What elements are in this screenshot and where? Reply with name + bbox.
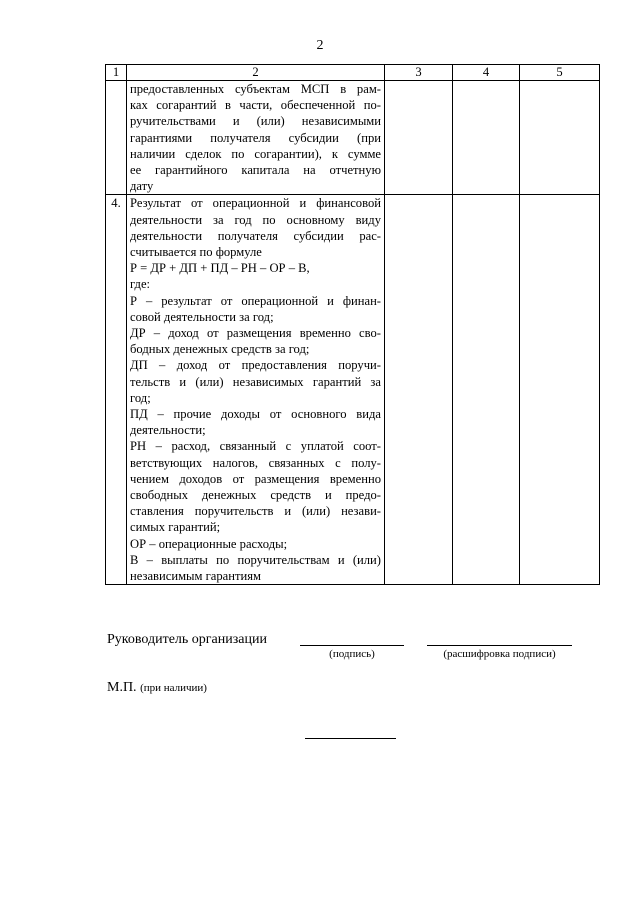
header-cell-2: 2: [127, 65, 385, 81]
text-line: ках согарантий в части, обеспеченной по-: [130, 98, 381, 113]
text-line: деятельности получателя субсидии рас-: [130, 228, 381, 243]
signature-label: Руководитель организации: [107, 632, 267, 647]
signature-line: [300, 645, 404, 646]
text-line: наличии сделок по согарантии), к сумме: [130, 146, 381, 161]
continued-row-text: [127, 81, 385, 195]
table-row-continued: [106, 81, 600, 195]
signature-decode-line: [427, 645, 572, 646]
row-value-cell-3: [385, 81, 453, 195]
indicator-table: [105, 64, 600, 585]
row-value-cell-5: [520, 81, 600, 195]
text-line: ставления поручительств и (или) незави-: [130, 504, 381, 519]
text-line: предоставленных субъектам МСП в рам-: [130, 82, 381, 96]
signature-decode-caption: (расшифровка подписи): [443, 648, 556, 660]
row-value-cell-3: [385, 195, 453, 585]
text-line: В – выплаты по поручительствам и (или): [130, 552, 381, 567]
text-line: Р – результат от операционной и финан-: [130, 293, 381, 308]
text-line: ДП – доход от предоставления поручи-: [130, 358, 381, 373]
signature-caption: (подпись): [329, 648, 375, 660]
header-cell-5: 5: [520, 65, 600, 81]
text-line: год;: [130, 390, 151, 405]
text-line: деятельности за год по основному виду: [130, 212, 381, 227]
text-line: симых гарантий;: [130, 520, 221, 535]
stamp-mark: [107, 680, 207, 696]
row-value-cell-5: [520, 195, 600, 585]
text-line: ее гарантийного капитала на отчетную: [130, 163, 381, 178]
text-line: независимым гарантиям: [130, 569, 261, 584]
text-line: ручительствами и (или) независимыми: [130, 114, 381, 129]
text-line: тельств и (или) независимых гарантий за: [130, 374, 381, 389]
text-line: ОР – операционные расходы;: [130, 536, 288, 551]
text-line: ПД – прочие доходы от основного вида: [130, 407, 381, 422]
text-line: гарантиями получателя субсидии (при: [130, 130, 381, 145]
stamp-label: М.П.: [107, 680, 137, 695]
text-line: считывается по формуле: [130, 245, 262, 260]
row-value-cell-4: [453, 195, 520, 585]
row-number: 4.: [106, 195, 127, 585]
stamp-note: (при наличии): [140, 682, 207, 694]
text-line: Результат от операционной и финансовой: [130, 196, 381, 211]
row-number-empty: [106, 81, 127, 195]
text-line: Р = ДР + ДП + ПД – РН – ОР – В,: [130, 261, 310, 276]
row-4-text: [127, 195, 385, 585]
text-line: РН – расход, связанный с уплатой соот-: [130, 439, 381, 454]
text-line: деятельности;: [130, 423, 206, 438]
text-line: свободных денежных средств и предо-: [130, 488, 381, 503]
closing-line: [305, 738, 396, 739]
table-header-row: [106, 65, 600, 81]
table-row-4: [106, 195, 600, 585]
header-cell-4: 4: [453, 65, 520, 81]
header-cell-3: 3: [385, 65, 453, 81]
text-line: бодных денежных средств за год;: [130, 342, 310, 357]
row-value-cell-4: [453, 81, 520, 195]
text-line: где:: [130, 277, 151, 292]
text-line: чением доходов от размещения временно: [130, 471, 381, 486]
text-line: совой деятельности за год;: [130, 309, 274, 324]
text-line: ДР – доход от размещения временно сво-: [130, 326, 381, 341]
text-line: ветствующих налогов, связанных с полу-: [130, 455, 381, 470]
header-cell-1: 1: [106, 65, 127, 81]
text-line: дату: [130, 179, 154, 194]
page-number: 2: [316, 38, 324, 53]
